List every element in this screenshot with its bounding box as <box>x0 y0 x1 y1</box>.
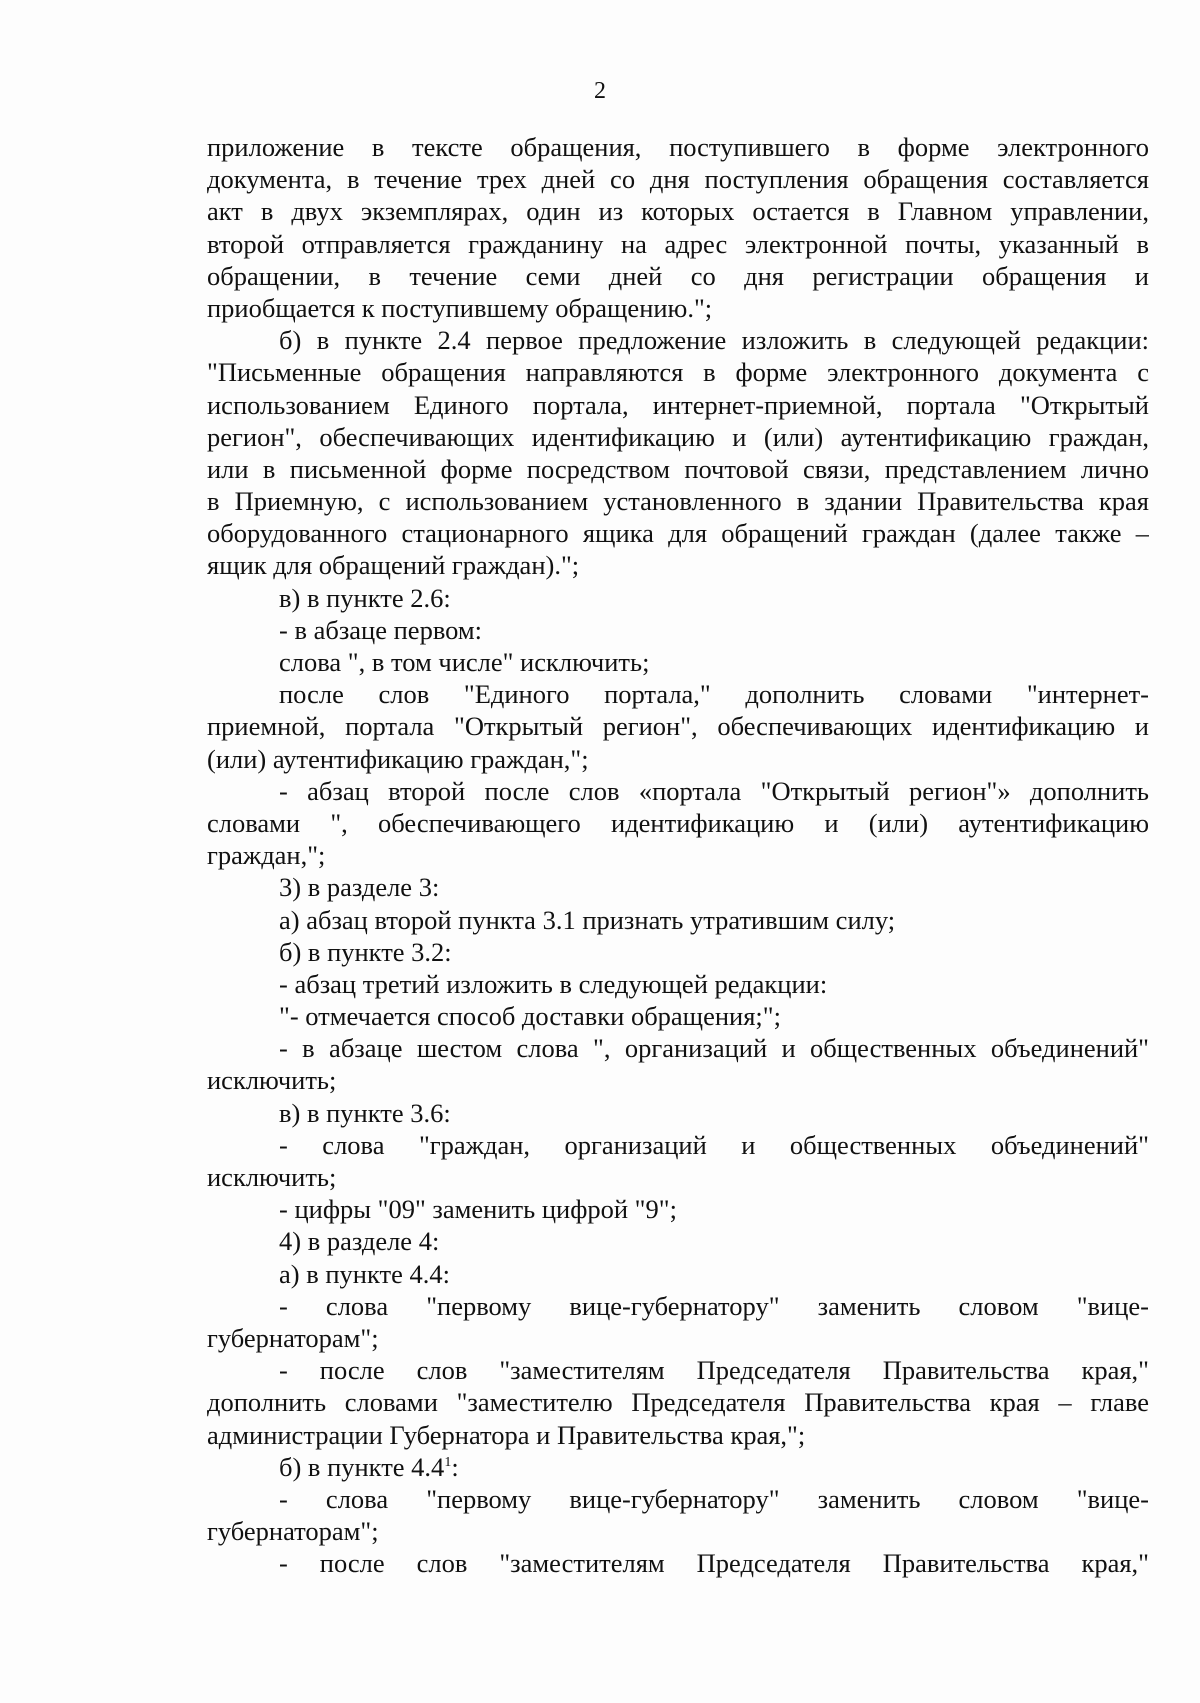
text-line <box>207 678 1149 710</box>
text-line-content: оборудованного стационарного ящика для обращений граждан (далее также – <box>207 518 1149 549</box>
text-line <box>207 421 1149 453</box>
text-line-content: - слова "граждан, организаций и общественных объединений" <box>279 1129 1149 1160</box>
text-line-content: - слова "первому вице-губернатору" заменить словом "вице- <box>279 1290 1149 1321</box>
text-line <box>207 195 1149 227</box>
text-line-content: документа, в течение трех дней со дня поступления обращения составляется <box>207 164 1149 195</box>
text-line-content: дополнить словами "заместителю Председателя Правительства края – главе <box>207 1387 1149 1418</box>
text-line <box>207 936 1149 968</box>
text-line-content: губернаторам"; <box>207 1516 379 1547</box>
text-line <box>207 1193 1149 1225</box>
text-line-content: (или) аутентификацию граждан,"; <box>207 743 589 774</box>
text-line <box>207 1064 1149 1096</box>
text-line <box>207 1129 1149 1161</box>
text-line <box>207 1097 1149 1129</box>
text-line <box>207 292 1149 324</box>
text-line <box>207 710 1149 742</box>
text-line <box>207 228 1149 260</box>
text-line-content: регион", обеспечивающих идентификацию и (или) аутентификацию граждан, <box>207 421 1149 452</box>
text-line-content: приложение в тексте обращения, поступившего в форме электронного <box>207 132 1149 162</box>
text-line-content: граждан,"; <box>207 840 326 871</box>
text-line-content: в) в пункте 2.6: <box>279 582 451 613</box>
text-line <box>207 1000 1149 1032</box>
text-line <box>207 743 1149 775</box>
text-line <box>207 1354 1149 1386</box>
text-line <box>207 1032 1149 1064</box>
text-line-content: словами ", обеспечивающего идентификацию и (или) аутентификацию <box>207 807 1149 838</box>
text-line-content: второй отправляется гражданину на адрес электронной почты, указанный в <box>207 228 1149 259</box>
text-line-content: - цифры "09" заменить цифрой "9"; <box>279 1194 677 1225</box>
text-line-content: в) в пункте 3.6: <box>279 1097 451 1128</box>
text-line-content: или в письменной форме посредством почтовой связи, представлением лично <box>207 453 1149 484</box>
text-line-content: а) в пункте 4.4: <box>279 1258 450 1289</box>
text-line <box>207 324 1149 356</box>
text-line <box>207 1451 1149 1483</box>
text-line-content: использованием Единого портала, интернет-приемной, портала "Открытый <box>207 389 1149 420</box>
text-line <box>207 646 1149 678</box>
page-number: 2 <box>594 78 606 104</box>
text-line <box>207 163 1149 195</box>
text-line-content: - слова "первому вице-губернатору" заменить словом "вице- <box>279 1483 1149 1514</box>
text-line <box>207 614 1149 646</box>
text-line <box>207 453 1149 485</box>
text-line-content: - после слов "заместителям Председателя Правительства края," <box>279 1355 1149 1386</box>
superscript: 1 <box>444 1454 452 1470</box>
text-line <box>207 968 1149 1000</box>
text-line <box>207 775 1149 807</box>
text-line-content: приобщается к поступившему обращению."; <box>207 292 713 323</box>
text-line <box>207 260 1149 292</box>
text-line-content: в Приемную, с использованием установленного в здании Правительства края <box>207 486 1149 517</box>
text-line-content: б) в пункте 2.4 первое предложение изложить в следующей редакции: <box>279 325 1149 356</box>
text-line-content: 4) в разделе 4: <box>279 1226 440 1257</box>
text-line-content: слова ", в том числе" исключить; <box>279 647 650 677</box>
text-line-content: 3) в разделе 3: <box>279 872 440 903</box>
text-line <box>207 1386 1149 1418</box>
text-line <box>207 356 1149 388</box>
text-line <box>207 1290 1149 1322</box>
text-line <box>207 1547 1149 1579</box>
text-line <box>207 1515 1149 1547</box>
text-line <box>207 1419 1149 1451</box>
document-body <box>207 131 1149 1579</box>
text-line-content: акт в двух экземплярах, один из которых остается в Главном управлении, <box>207 196 1149 227</box>
text-line <box>207 131 1149 163</box>
text-line-content: губернаторам"; <box>207 1322 379 1353</box>
text-line <box>207 904 1149 936</box>
text-line <box>207 1161 1149 1193</box>
text-line <box>207 485 1149 517</box>
text-line-content: после слов "Единого портала," дополнить словами "интернет- <box>279 679 1149 710</box>
text-line-content: - абзац второй после слов «портала "Открытый регион"» дополнить <box>279 775 1149 806</box>
text-line-content: а) абзац второй пункта 3.1 признать утратившим силу; <box>279 904 896 935</box>
text-line-suffix: : <box>451 1451 459 1482</box>
text-line-content: приемной, портала "Открытый регион", обеспечивающих идентификацию и <box>207 711 1149 742</box>
text-line <box>207 871 1149 903</box>
text-line-content: б) в пункте 4.4 <box>279 1451 445 1482</box>
text-line-content: "- отмечается способ доставки обращения;"; <box>279 1001 781 1032</box>
text-line <box>207 1322 1149 1354</box>
text-line <box>207 1225 1149 1257</box>
text-line-content: - в абзаце первом: <box>279 614 483 645</box>
text-line-content: "Письменные обращения направляются в форме электронного документа с <box>207 357 1149 388</box>
text-line <box>207 1258 1149 1290</box>
text-line-content: - после слов "заместителям Председателя Правительства края," <box>279 1548 1149 1579</box>
text-line <box>207 517 1149 549</box>
text-line-content: б) в пункте 3.2: <box>279 936 452 967</box>
text-line-content: - абзац третий изложить в следующей редакции: <box>279 968 828 999</box>
text-line-content: - в абзаце шестом слова ", организаций и общественных объединений" <box>279 1033 1149 1064</box>
text-line <box>207 582 1149 614</box>
text-line-content: исключить; <box>207 1065 337 1096</box>
text-line-content: администрации Губернатора и Правительства края,"; <box>207 1419 806 1450</box>
text-line <box>207 807 1149 839</box>
text-line <box>207 1483 1149 1515</box>
text-line <box>207 389 1149 421</box>
text-line-content: ящик для обращений граждан)."; <box>207 550 580 581</box>
text-line <box>207 839 1149 871</box>
text-line-content: исключить; <box>207 1162 337 1192</box>
text-line <box>207 549 1149 581</box>
text-line-content: обращении, в течение семи дней со дня регистрации обращения и <box>207 260 1149 291</box>
